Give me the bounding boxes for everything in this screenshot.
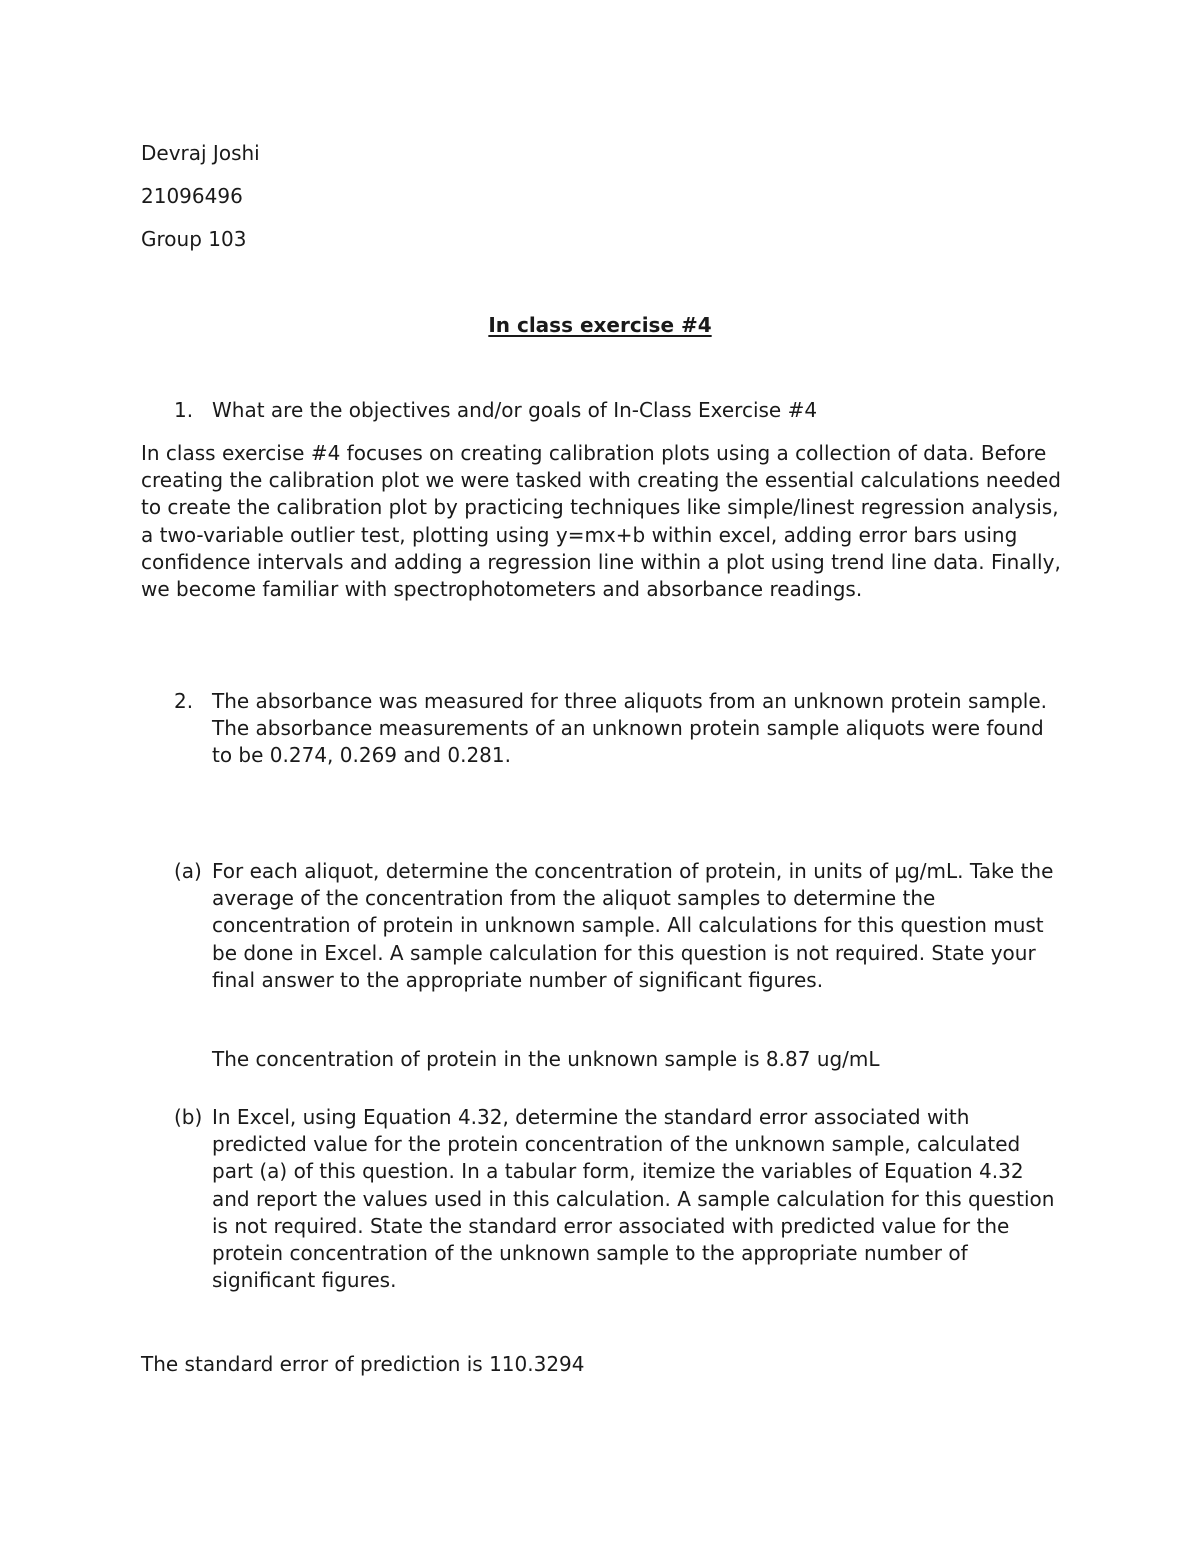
part-b-text: In Excel, using Equation 4.32, determine the standard error associated with predicted value for the protein concentration of the unknown sample, calculated part (a) of this question. In a tabular form, itemize the variables of Equation 4.32 and report the values used in this calculation. A sample calculation for this question is not required. State the standard error associated with predicted value for the protein concentration of the unknown sample to the appropriate number of significant figures. bbox=[212, 1105, 1055, 1293]
student-id: 21096496 bbox=[141, 184, 243, 208]
question-2-text: The absorbance was measured for three aliquots from an unknown protein sample. The absorbance measurements of an unknown protein sample aliquots were found to be 0.274, 0.269 and 0.281. bbox=[212, 689, 1048, 768]
document-title: In class exercise #4 bbox=[488, 313, 712, 337]
author-name: Devraj Joshi bbox=[141, 141, 260, 165]
part-a-text: For each aliquot, determine the concentration of protein, in units of µg/mL. Take the average of the concentration from the aliquot samples to determine the concentration of protein in unknown sample. All calculations for this question must be done in Excel. A sample calculation for this question is not required. State your final answer to the appropriate number of significant figures. bbox=[212, 859, 1054, 992]
part-a-label: (a) bbox=[174, 859, 202, 883]
final-answer: The standard error of prediction is 110.3294 bbox=[141, 1352, 585, 1376]
question-1-text: What are the objectives and/or goals of In-Class Exercise #4 bbox=[212, 398, 818, 422]
part-b-label: (b) bbox=[174, 1105, 203, 1129]
part-a-answer: The concentration of protein in the unknown sample is 8.87 ug/mL bbox=[212, 1047, 880, 1071]
question-2-number: 2. bbox=[174, 689, 194, 713]
group-number: Group 103 bbox=[141, 227, 247, 251]
question-1-number: 1. bbox=[174, 398, 194, 422]
question-1-answer: In class exercise #4 focuses on creating calibration plots using a collection of data. Before creating the calibration plot we were tasked with creating the essential calculations needed to create the calibration plot by practicing techniques like simple/linest regression analysis, a two-variable outlier test, plotting using y=mx+b within excel, adding error bars using confidence intervals and adding a regression line within a plot using trend line data. Finally, we become familiar with spectrophotometers and absorbance readings. bbox=[141, 441, 1061, 602]
